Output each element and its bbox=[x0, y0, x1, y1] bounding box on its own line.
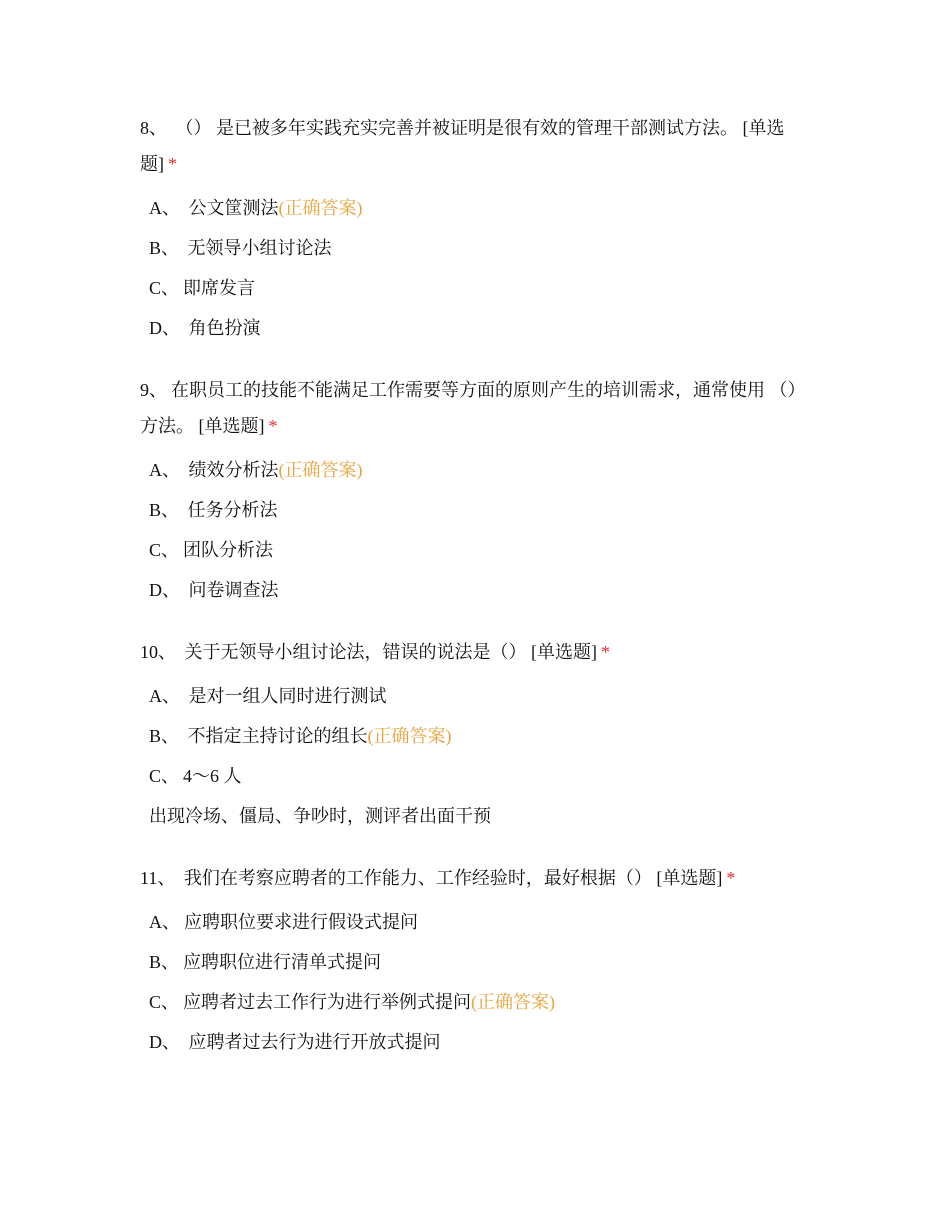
option-label: D、 bbox=[149, 318, 180, 338]
option-label: C、 bbox=[149, 278, 180, 298]
option-c[interactable] bbox=[140, 982, 820, 1022]
option-label: C、 bbox=[149, 540, 180, 560]
option-d[interactable] bbox=[140, 570, 820, 610]
option-d[interactable] bbox=[140, 796, 820, 836]
question-text: 我们在考察应聘者的工作能力、工作经验时，最好根据（） [单选题] bbox=[179, 868, 723, 888]
option-label: D、 bbox=[149, 580, 180, 600]
option-label: C、 bbox=[149, 992, 180, 1012]
option-a[interactable] bbox=[140, 188, 820, 228]
correct-answer-tag: (正确答案) bbox=[278, 198, 363, 218]
option-label: A、 bbox=[149, 912, 180, 932]
option-text: 应聘职位要求进行假设式提问 bbox=[184, 912, 418, 932]
correct-answer-tag: (正确答案) bbox=[278, 460, 363, 480]
option-text: 即席发言 bbox=[183, 278, 256, 298]
question-title bbox=[140, 860, 820, 896]
option-text: 是对一组人同时进行测试 bbox=[184, 686, 387, 706]
option-label: A、 bbox=[149, 686, 180, 706]
option-label: A、 bbox=[149, 198, 180, 218]
option-a[interactable] bbox=[140, 450, 820, 490]
option-c[interactable] bbox=[140, 756, 820, 796]
question-text: 关于无领导小组讨论法，错误的说法是（） [单选题] bbox=[180, 642, 597, 662]
option-text: 出现冷场、僵局、争吵时，测评者出面干预 bbox=[149, 806, 491, 826]
option-text: 4～6 人 bbox=[183, 766, 242, 786]
correct-answer-tag: (正确答案) bbox=[367, 726, 452, 746]
required-mark: * bbox=[268, 416, 278, 436]
option-label: D、 bbox=[149, 1032, 180, 1052]
option-text: 问卷调查法 bbox=[184, 580, 279, 600]
option-label: B、 bbox=[149, 726, 180, 746]
required-mark: * bbox=[168, 154, 177, 174]
option-text: 团队分析法 bbox=[183, 540, 274, 560]
question-8 bbox=[140, 110, 820, 348]
option-text: 不指定主持讨论的组长 bbox=[183, 726, 368, 746]
option-text: 应聘者过去工作行为进行举例式提问 bbox=[183, 992, 472, 1012]
question-number: 8、 bbox=[140, 118, 167, 138]
question-number: 10、 bbox=[140, 642, 176, 662]
option-b[interactable] bbox=[140, 716, 820, 756]
option-label: C、 bbox=[149, 766, 180, 786]
option-label: B、 bbox=[149, 500, 180, 520]
option-text: 任务分析法 bbox=[183, 500, 278, 520]
required-mark: * bbox=[601, 642, 610, 662]
option-c[interactable] bbox=[140, 530, 820, 570]
correct-answer-tag: (正确答案) bbox=[471, 992, 556, 1012]
option-b[interactable] bbox=[140, 942, 820, 982]
option-a[interactable] bbox=[140, 676, 820, 716]
option-a[interactable] bbox=[140, 902, 820, 942]
question-title bbox=[140, 110, 820, 182]
option-d[interactable] bbox=[140, 308, 820, 348]
option-label: B、 bbox=[149, 952, 180, 972]
option-text: 公文筐测法 bbox=[184, 198, 279, 218]
option-text: 无领导小组讨论法 bbox=[183, 238, 332, 258]
question-text: 在职员工的技能不能满足工作需要等方面的原则产生的培训需求，通常使用 （） 方法。 [单选题] bbox=[140, 380, 806, 436]
question-number: 9、 bbox=[140, 380, 167, 400]
option-label: B、 bbox=[149, 238, 180, 258]
required-mark: * bbox=[726, 868, 736, 888]
question-11 bbox=[140, 860, 820, 1062]
option-text: 角色扮演 bbox=[184, 318, 261, 338]
option-text: 绩效分析法 bbox=[184, 460, 279, 480]
option-b[interactable] bbox=[140, 490, 820, 530]
option-text: 应聘职位进行清单式提问 bbox=[183, 952, 382, 972]
option-c[interactable] bbox=[140, 268, 820, 308]
option-d[interactable] bbox=[140, 1022, 820, 1062]
option-label: A、 bbox=[149, 460, 180, 480]
questionnaire bbox=[140, 110, 820, 1086]
question-number: 11、 bbox=[140, 868, 176, 888]
question-9 bbox=[140, 372, 820, 610]
option-b[interactable] bbox=[140, 228, 820, 268]
question-10 bbox=[140, 634, 820, 836]
question-title bbox=[140, 372, 820, 444]
option-text: 应聘者过去行为进行开放式提问 bbox=[184, 1032, 441, 1052]
question-text: （） 是已被多年实践充实完善并被证明是很有效的管理干部测试方法。 [单选题] bbox=[140, 118, 785, 174]
question-title bbox=[140, 634, 820, 670]
